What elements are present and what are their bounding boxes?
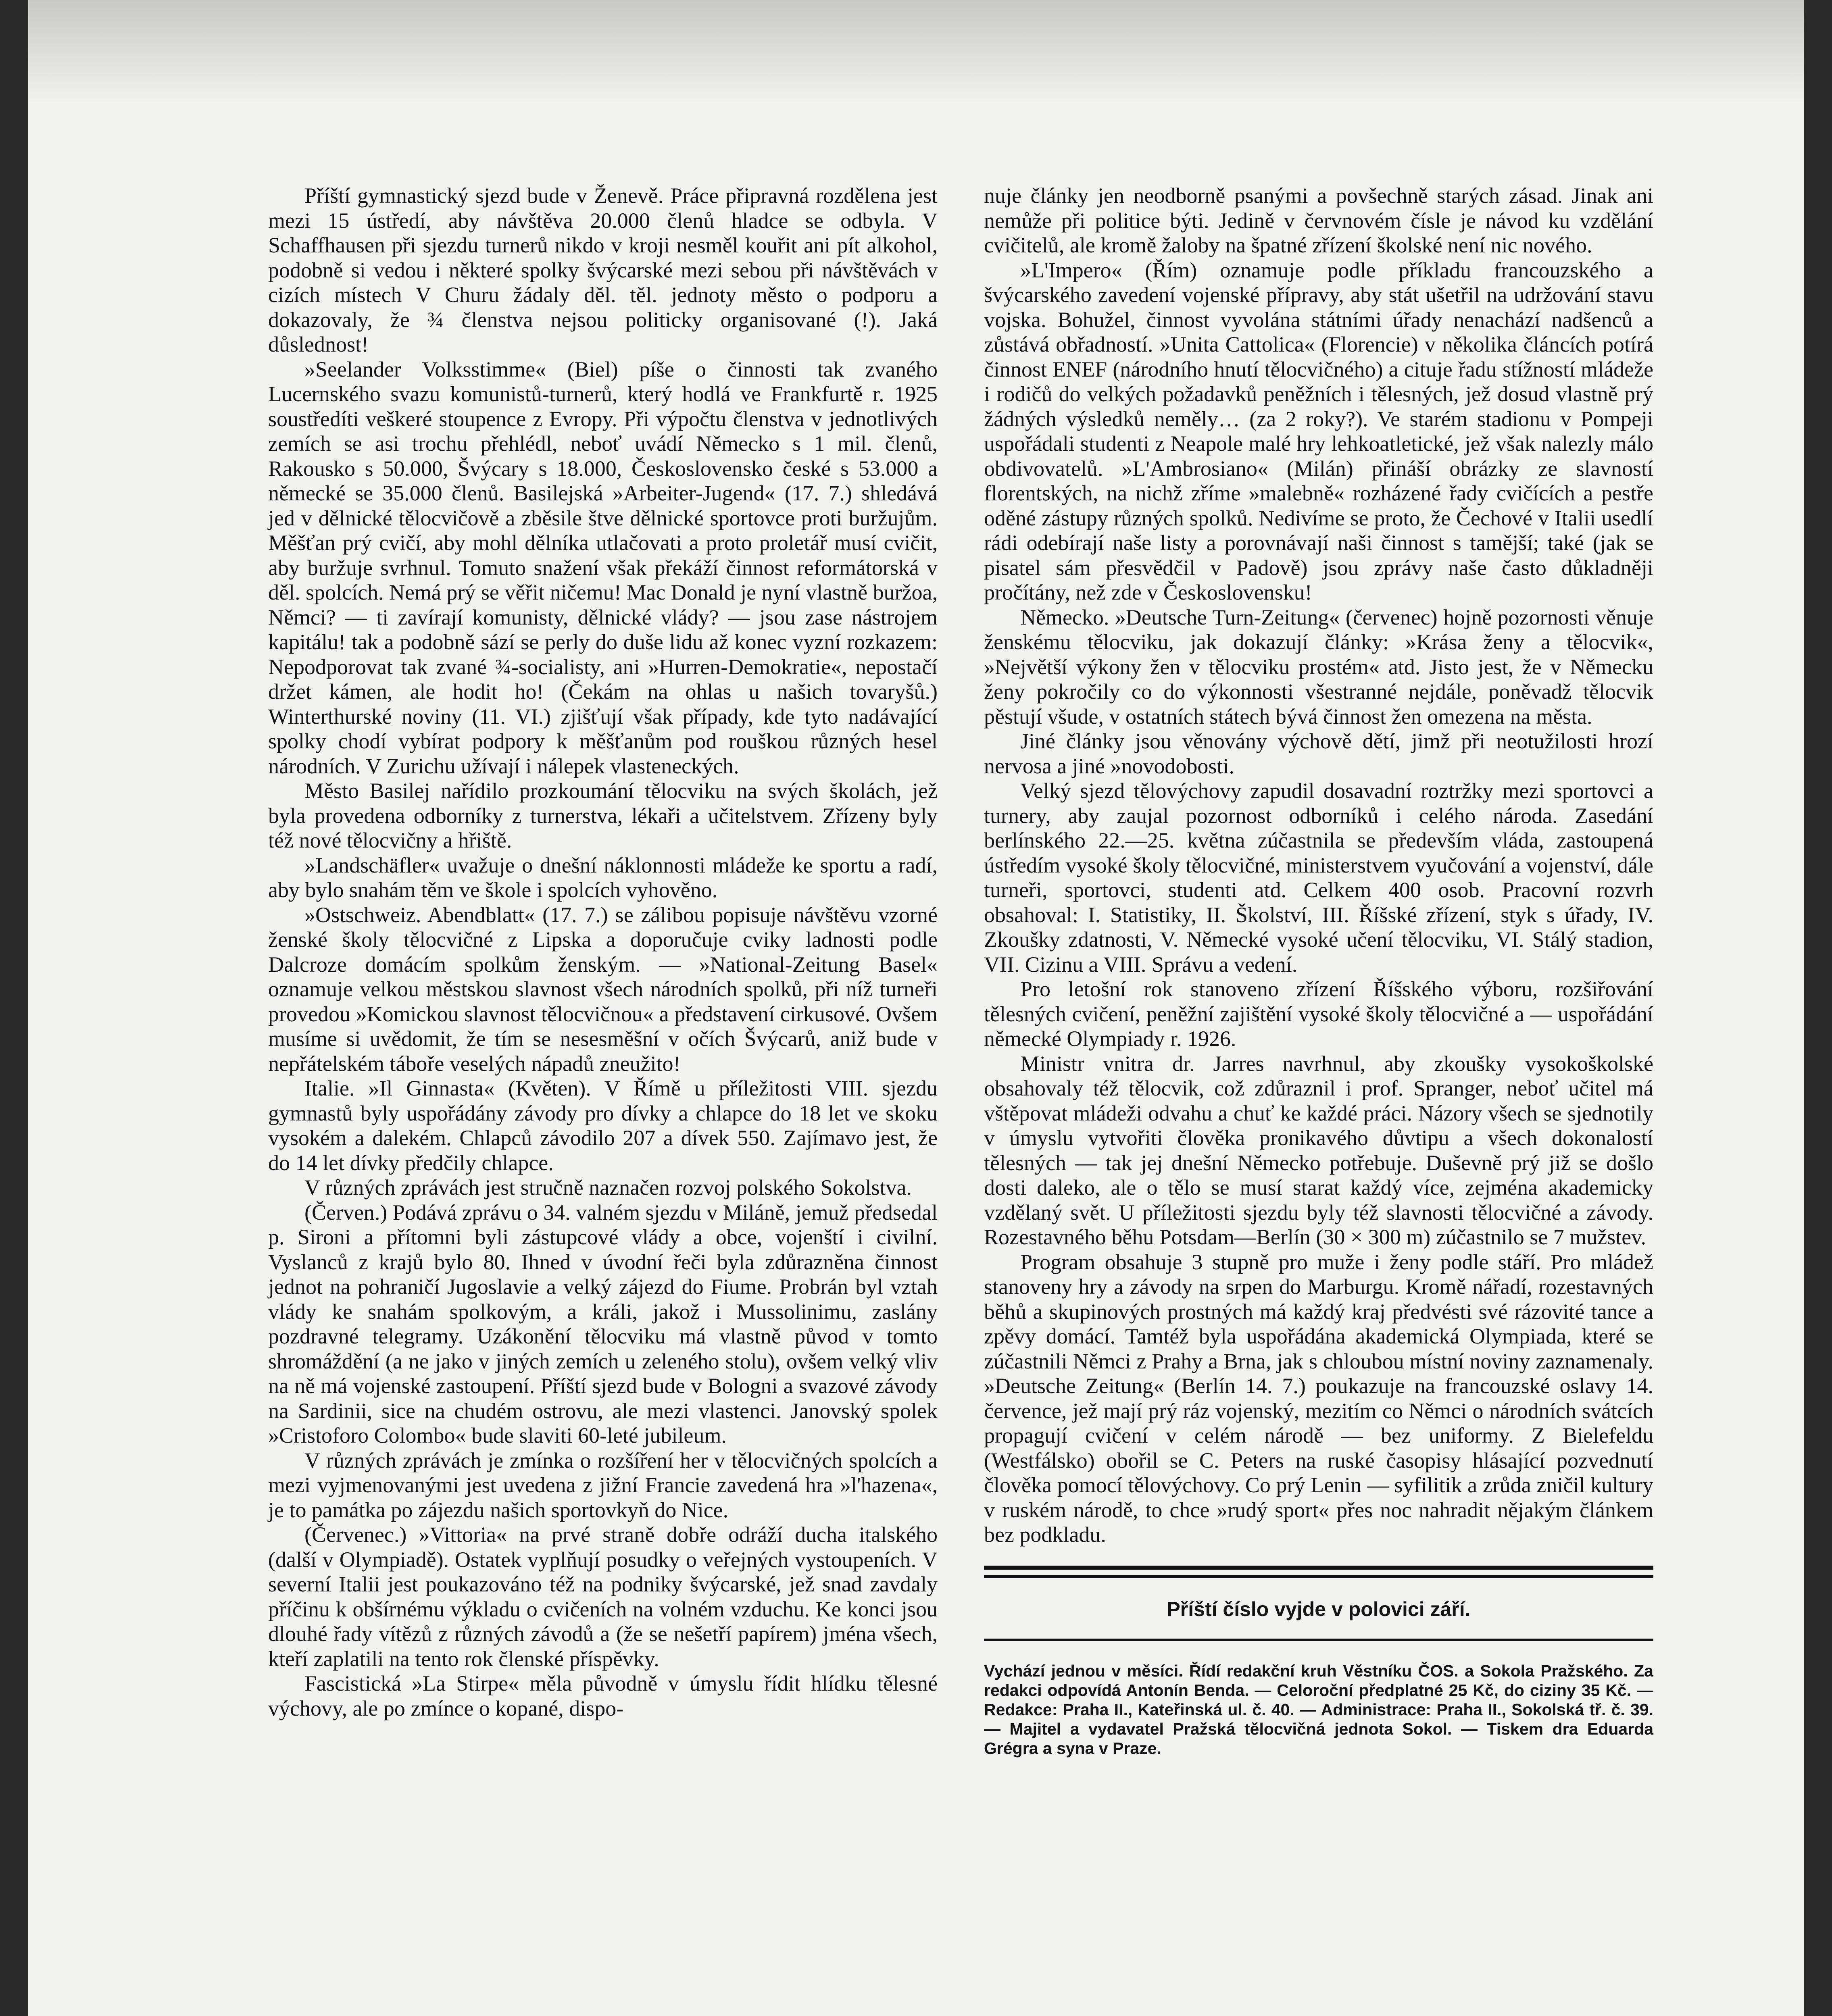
paragraph-la-stirpe: Fascistická »La Stirpe« měla původně v úmyslu řídit hlídku tělesné výchovy, ale po zmínce o kopané, dispo-: [268, 1671, 938, 1720]
scan-border-right: [1804, 0, 1832, 2016]
paragraph-landschafler: »Landschäfler« uvažuje o dnešní náklonnosti mládeže ke sportu a radí, aby bylo snahám těm ve škole i spolcích vyhověno.: [268, 853, 938, 902]
paragraph-polish-sokol: V různých zprávách jest stručně naznačen rozvoj polského Sokolstva.: [304, 1175, 912, 1200]
paragraph-hazena: V různých zprávách je zmínka o rozšíření her v tělocvičných spolcích a mezi vyjmenovanými jest uvedena z jižní Francie zavedená hra »l'hazena«, je to památka po zájezdu našich sportovkyň do Nice.: [268, 1448, 938, 1522]
scan-border-left: [0, 0, 28, 2016]
paragraph-italian-press: »L'Impero« (Řím) oznamuje podle příkladu francouzského a švýcarského zavedení vojenské přípravy, aby stát ušetřil na udržování stavu vojska. Bohužel, činnost vyvolána státními úřady nenachází nadšenců a zůstává obřadností. »Unita Cattolica« (Florencie) v několika článcích potírá činnost ENEF (národního hnutí tělocvičného) a cituje řadu stížností mládeže i rodičů do velkých požadavků peněžních i tělesných, jež dosud vlastně prý žádných výsledků neměly… (za 2 roky?). Ve starém stadionu v Pompeji uspořádali studenti z Neapole malé hry lehkoatletické, jež však nalezly málo obdivovatelů. »L'Ambrosiano« (Milán) přináší obrázky ze slavností florentských, na nichž zříme »malebně« rozházené řady cvičících a pestře oděné zástupy různých spolků. Nedivíme se proto, že Čechové v Italii usedlí rádi odebírají naše listy a porovnávají naši činnost s tamější; také (jak se pisatel sám přesvědčil v Padově) jsou zprávy naše často důkladněji pročítány, než zde v Československu!: [984, 258, 1653, 604]
paragraph-basel-schools: Město Basilej nařídilo prozkoumání tělocviku na svých školách, jež byla provedena odborníky z turnerstva, lékaři a učitelstvem. Zřízeny byly též nové tělocvičny a hřiště.: [268, 779, 938, 852]
rule-imprint: [984, 1639, 1653, 1641]
imprint: Vychází jednou v měsíci. Řídí redakční kruh Věstníku ČOS. a Sokola Pražského. Za redakci odpovídá Antonín Benda. — Celoroční předplatné 25 Kč, do ciziny 35 Kč. — Redakce: Praha II., Kateřinská ul. č. 40. — Administrace: Praha II., Sokolská tř. č. 39. — Majitel a vydavatel Pražská tělocvičná jednota Sokol. — Tiskem dra Eduarda Grégra a syna v Praze.: [984, 1661, 1653, 1758]
rule-thick: [984, 1566, 1653, 1570]
paragraph-reich-committee: Pro letošní rok stanoveno zřízení Říšského výboru, rozšiřování tělesných cvičení, peněžní zajištění vysoké školy tělocvičné a — uspořádání německé Olympiady r. 1926.: [984, 977, 1653, 1051]
left-column: [268, 183, 938, 1721]
paragraph-continuation: nuje články jen neodborně psanými a povšechně starých zásad. Jinak ani nemůže při politice býti. Jedině v červnovém čísle je návod ku vzdělání cvičitelů, ale kromě žaloby na špatné zřízení školské není nic nového.: [984, 183, 1653, 257]
right-column: [984, 183, 1653, 1758]
paragraph-italie: Italie. »Il Ginnasta« (Květen). V Římě u příležitosti VIII. sjezdu gymnastů byly uspořádány závody pro dívky a chlapce do 18 let ve skoku vysokém a dalekém. Chlapců závodilo 207 a dívek 550. Zajímavo jest, že do 14 let dívky předčily chlapce.: [268, 1076, 938, 1175]
paragraph-berlin-congress: Velký sjezd tělovýchovy zapudil dosavadní roztržky mezi sportovci a turnery, aby zaujal pozornost odborníků i celého národa. Zasedání berlínského 22.—25. května zúčastnila se především vláda, zastoupená ústředím vysoké školy tělocvičné, ministerstvem vyučování a vojenství, dále turneři, sportovci, studenti atd. Celkem 400 osob. Pracovní rozvrh obsahoval: I. Statistiky, II. Školství, III. Říšské zřízení, styk s úřady, IV. Zkoušky zdatnosti, V. Německé vysoké učení tělocviku, VI. Stálý stadion, VII. Cizinu a VIII. Správu a vedení.: [984, 779, 1653, 977]
rule-thin: [984, 1575, 1653, 1578]
paragraph-swiss-gymnastics: Příští gymnastický sjezd bude v Ženevě. Práce připravná rozdělena jest mezi 15 ústředí, aby návštěva 20.000 členů hladce se odbyla. V Schaffhausen při sjezdu turnerů nikdo v kroji nesměl kouřit ani pít alkohol, podobně si vedou i některé spolky švýcarské mezi sebou při návštěvách v cizích místech V Churu žádaly děl. těl. jednoty město o podporu a dokazovaly, že ¾ členstva nejsou politicky organisované (!). Jaká důslednost!: [268, 183, 938, 356]
paragraph-program: Program obsahuje 3 stupně pro muže i ženy podle stáří. Pro mládež stanoveny hry a závody na srpen do Marburgu. Kromě nářadí, rozestavných běhů a skupinových prostných má každý kraj předvésti své rázovité tance a zpěvy domácí. Tamtéž byla uspořádána akademická Olympiada, které se zúčastnili Němci z Prahy a Brna, jak s chloubou místní noviny zaznamenaly. »Deutsche Zeitung« (Berlín 14. 7.) poukazuje na francouzské oslavy 14. července, jež mají prý ráz vojenský, mezitím co Němci o národních svátcích propagují cvičení v celém národě — bez uniformy. Z Bielefeldu (Westfálsko) obořil se C. Peters na ruské časopisy hlásající pozvednutí člověka pomocí tělovýchovy. Co prý Lenin — syfilitik a zrůda zničil kultury v ruském národě, to chce »rudý sport« přes noc nahradit nějakým článkem bez podkladu.: [984, 1250, 1653, 1547]
paragraph-ostschweiz: »Ostschweiz. Abendblatt« (17. 7.) se zálibou popisuje návštěvu vzorné ženské školy tělocvičné z Lipska a doporučuje cviky ladnosti podle Dalcroze domácím spolkům ženským. — »National-Zeitung Basel« oznamuje velkou městskou slavnost všech národních spolků, při níž turneři provedou »Komickou slavnost tělocvičnou« a představení cirkusové. Ovšem musíme si uvědomit, že tím se nesesměšní v očích Švýcarů, aniž bude v nepřátelském táboře veselých nápadů zneužito!: [268, 902, 938, 1076]
paragraph-seelander-volksstimme: »Seelander Volksstimme« (Biel) píše o činnosti tak zvaného Lucernského svazu komunistů-turnerů, který hodlá ve Frankfurtě r. 1925 soustředíti veškeré stoupence z Evropy. Při výpočtu členstva v jednotlivých zemích se asi trochu přehlédl, neboť uvádí Německo s 1 mil. členů, Rakousko s 50.000, Švýcary s 18.000, Československo české s 53.000 a německé se 35.000 členů. Basilejská »Arbeiter-Jugend« (17. 7.) shledává jed v dělnické tělocvičově a zběsile štve dělnické sportovce proti buržujům. Měšťan prý cvičí, aby mohl dělníka utlačovati a proto proletář musí cvičit, aby buržuje svrhnul. Tomuto snažení však překáží činnost reformátorská v děl. spolcích. Nemá prý se věřit ničemu! Mac Donald je nyní vlastně buržoa, Němci? — ti zavírají komunisty, dělnické vlády? — jsou zase nástrojem kapitálu! tak a podobně sází se perly do duše lidu až konec vyzní rozkazem: Nepodporovat tak zvané ¾-socialisty, ani »Hurren-Demokratie«, nepostačí držet kámen, ale hodit ho! (Čekám na ohlas u našich tovaryšů.) Winterthurské noviny (11. VI.) zjišťují však případy, kde tyto nadávající spolky chodí vybírat podpory k měšťanům pod rouškou různých hesel národních. V Zurichu užívají i nálepek vlasteneckých.: [268, 357, 938, 778]
paragraph-milan-congress: (Červen.) Podává zprávu o 34. valném sjezdu v Miláně, jemuž předsedal p. Sironi a přítomni byli zástupcové vlády a obce, vojenští i civilní. Vyslanců z krajů bylo 80. Ihned v úvodní řeči byla zdůrazněna činnost jednot na pohraničí Jugoslavie a velký zájezd do Fiume. Probrán byl vztah vlády ke snahám spolkovým, a králi, jakož i Mussolinimu, zaslány pozdravné telegramy. Uzákonění tělocviku má vlastně původ v tomto shromáždění (a ne jako v jiných zemích u zeleného stolu), ovšem velký vliv na ně má vojenské zastoupení. Příští sjezd bude v Bologni a svazové závody na Sardinii, sice na chudém ostrovu, ale mezi vlastenci. Janovský spolek »Cristoforo Colombo« bude slaviti 60-leté jubileum.: [268, 1200, 938, 1447]
paragraph-children-education: Jiné články jsou věnovány výchově dětí, jimž při neotužilosti hrozí nervosa a jiné »novodobosti.: [984, 729, 1653, 778]
paragraph-vittoria: (Červenec.) »Vittoria« na prvé straně dobře odráží ducha italského (další v Olympiadě). Ostatek vyplňují posudky o veřejných vystoupeních. V severní Italii jest poukazováno též na podniky švýcarské, jež snad zavdaly příčinu k obšírnému výkladu o cvičeních na volném vzduchu. Ke konci jsou dlouhé řady vítězů z různých závodů a (že se nešetří papírem) jména všech, kteří zaplatili na tento rok členské příspěvky.: [268, 1522, 938, 1671]
paragraph-minister-jarres: Ministr vnitra dr. Jarres navrhnul, aby zkoušky vysokoškolské obsahovaly též tělocvik, což zdůraznil i prof. Spranger, neboť učitel má vštěpovat mládeži odvahu a chuť ke každé práci. Názory všech se sjednotily v úmyslu vytvořiti člověka pronikavého důvtipu a všech dokonalostí tělesných — tak jej dnešní Německo potřebuje. Duševně prý již se došlo dosti daleko, ale o tělo se musí starat každý více, zejména akademicky vzdělaný svět. U příležitosti sjezdu byly též slavnosti tělocvičné a závody. Rozestavného běhu Potsdam—Berlín (30 × 300 m) zúčastnilo se 7 mužstev.: [984, 1051, 1653, 1249]
next-issue-notice: Příští číslo vyjde v polovici září.: [1167, 1597, 1471, 1620]
scan-shadow-top: [0, 0, 1832, 105]
paragraph-nemecko: Německo. »Deutsche Turn-Zeitung« (červenec) hojně pozornosti věnuje ženskému tělocviku, jak dokazují články: »Krása ženy a tělocvik«, »Největší výkony žen v tělocviku prostém« atd. Jisto jest, že v Německu ženy pokročily co do výkonnosti všestranné nejdále, poněvadž tělocvik pěstují všude, v ostatních státech bývá činnost žen omezena na města.: [984, 605, 1653, 729]
